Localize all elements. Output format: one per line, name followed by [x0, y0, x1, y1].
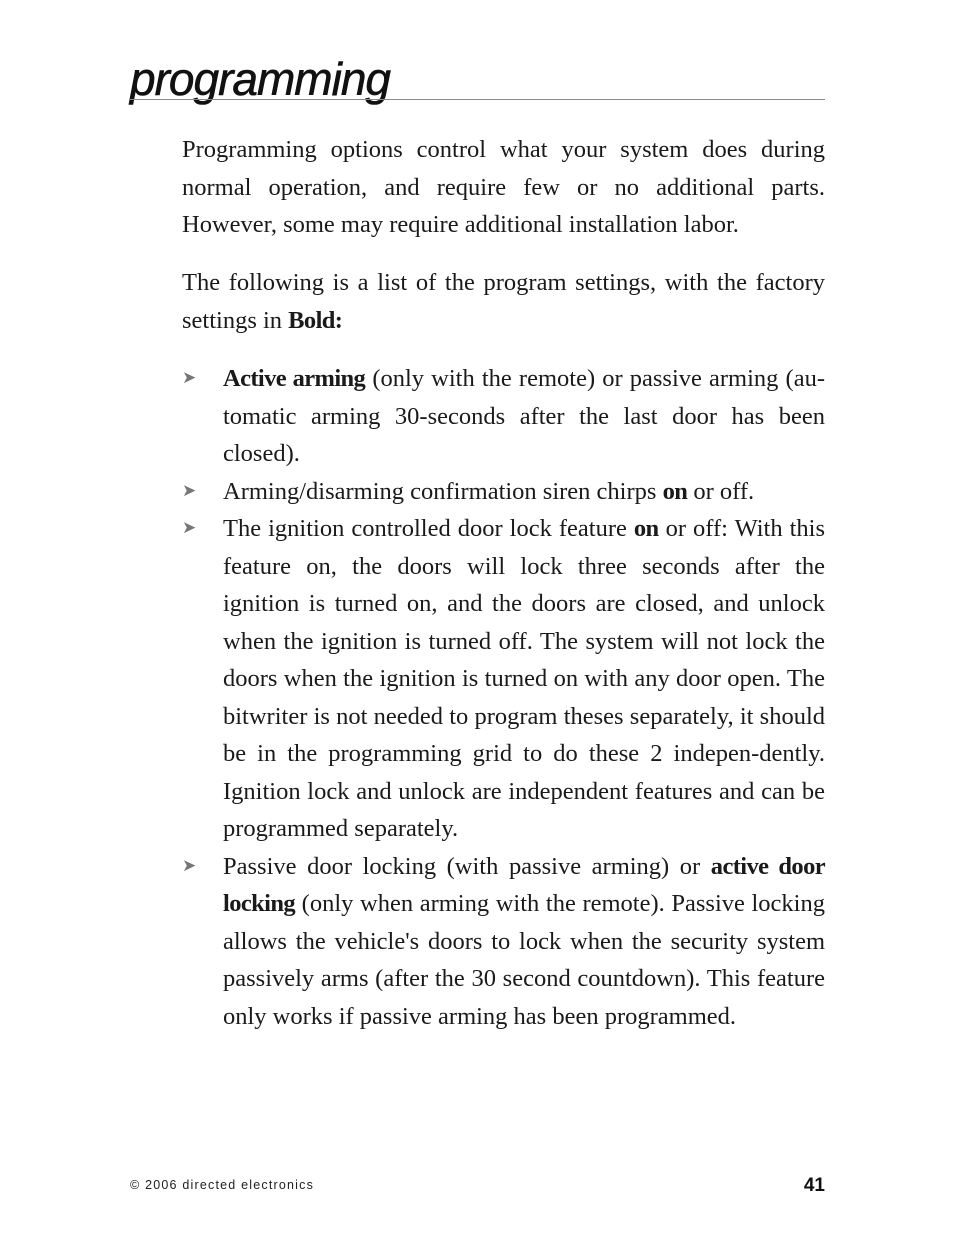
- page-header: [130, 52, 825, 105]
- list-item-text: Passive door locking (with passive arming) or: [223, 852, 711, 880]
- list-item-text: The ignition controlled door lock feature: [223, 515, 634, 542]
- list-item-bold: Active arming: [223, 365, 366, 392]
- list-item-text-after: or off.: [687, 477, 755, 505]
- intro-paragraph-1: Programming options control what your system does during normal operation, and require few or no additional parts. However, some may require additional installation labor.: [182, 136, 825, 238]
- list-item-text-after: (only when arming with the remote). Passive locking allows the vehicle's doors to lock when the security system passively arms (after the 30 second countdown). This feature only works if passive arming has been programmed.: [223, 890, 825, 1030]
- list-item: [182, 848, 825, 1036]
- header-rule: [130, 99, 825, 100]
- copyright-footer: © 2006 directed electronics: [130, 1178, 315, 1192]
- page-number: 41: [803, 1175, 825, 1196]
- list-item-bold: on: [633, 515, 659, 542]
- intro-paragraph-2: [182, 264, 825, 339]
- list-item: [182, 510, 825, 848]
- list-item-bold: on: [662, 477, 688, 505]
- page-title: programming: [130, 53, 390, 105]
- arrow-bullet-icon: ➤: [182, 855, 197, 876]
- arrow-bullet-icon: ➤: [182, 368, 197, 388]
- list-item-text-after: or off: With this feature on, the doors will lock three seconds after the ignition is turned on, and the doors are closed, and unlock when the ignition is turned off. The system will not lock the doors when the ignition is turned on with any door open. The bitwriter is not needed to program theses separately, it should be in the programming grid to do these 2 indepen-dently. Ignition lock and unlock are independent features and can be programmed separately.: [223, 515, 826, 842]
- intro-paragraph-2-bold: Bold:: [288, 306, 343, 334]
- list-item: [182, 473, 825, 511]
- settings-list: [182, 360, 825, 1035]
- list-item-text: (only with the remote) or passive arming (au-tomatic arming 30-seconds after the last door has been closed).: [223, 365, 825, 467]
- list-item-text: Arming/disarming confirmation siren chirps: [223, 477, 663, 505]
- list-item: [182, 360, 825, 473]
- intro-paragraph-2-text: The following is a list of the program settings, with the factory settings in: [182, 269, 825, 334]
- list-item-bold: active door locking: [223, 852, 825, 917]
- arrow-bullet-icon: ➤: [182, 480, 197, 501]
- arrow-bullet-icon: ➤: [182, 518, 197, 538]
